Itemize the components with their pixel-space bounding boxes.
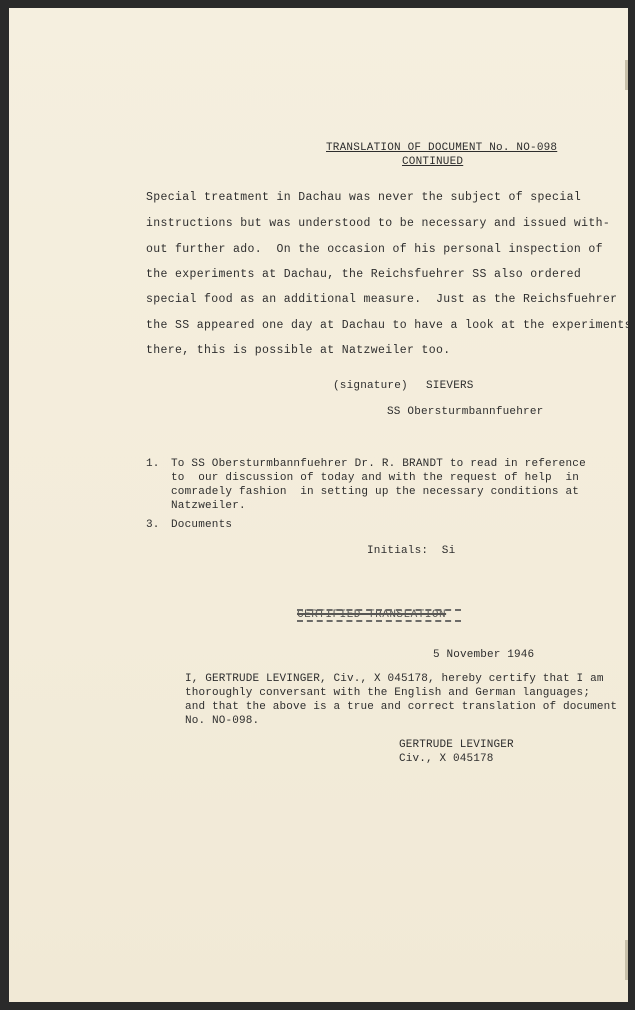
list-item-number: 1. (146, 458, 160, 470)
certification-date: 5 November 1946 (433, 649, 535, 661)
certification-line: No. NO-098. (185, 715, 260, 727)
list-item-line: To SS Obersturmbannfuehrer Dr. R. BRANDT to read in reference (171, 458, 586, 470)
list-item-line: Natzweiler. (171, 500, 246, 512)
document-heading: TRANSLATION OF DOCUMENT No. NO-098 (326, 142, 558, 154)
certification-line: thoroughly conversant with the English and German languages; (185, 687, 591, 699)
list-item-line: to our discussion of today and with the request of help in (171, 472, 580, 484)
signature-rank: SS Obersturmbannfuehrer (387, 406, 544, 418)
certification-line: I, GERTRUDE LEVINGER, Civ., X 045178, hereby certify that I am (185, 673, 604, 685)
body-line: the experiments at Dachau, the Reichsfuehrer SS also ordered (146, 268, 582, 281)
body-line: out further ado. On the occasion of his personal inspection of (146, 243, 603, 256)
body-line: instructions but was understood to be necessary and issued with- (146, 217, 611, 230)
signature-name: SIEVERS (426, 380, 474, 392)
body-line: the SS appeared one day at Dachau to have a look at the experiments (146, 319, 632, 332)
certification-line: and that the above is a true and correct translation of document (185, 701, 618, 713)
list-item-line: Documents (171, 519, 233, 531)
document-page (9, 8, 628, 1002)
list-item-number: 3. (146, 519, 160, 531)
paper-edge-mark (625, 60, 628, 90)
body-line: there, this is possible at Natzweiler too. (146, 344, 451, 357)
signature-label: (signature) (333, 380, 408, 392)
body-line: Special treatment in Dachau was never the subject of special (146, 191, 582, 204)
paper-edge-mark (625, 940, 628, 980)
initials: Initials: Si (367, 545, 456, 557)
certification-stamp: CERTIFIED TRANSLATION (297, 607, 461, 623)
document-heading-continued: CONTINUED (402, 156, 464, 168)
translator-id: Civ., X 045178 (399, 753, 494, 765)
body-line: special food as an additional measure. Just as the Reichsfuehrer (146, 293, 618, 306)
list-item-line: comradely fashion in setting up the necessary conditions at (171, 486, 580, 498)
translator-name: GERTRUDE LEVINGER (399, 739, 514, 751)
